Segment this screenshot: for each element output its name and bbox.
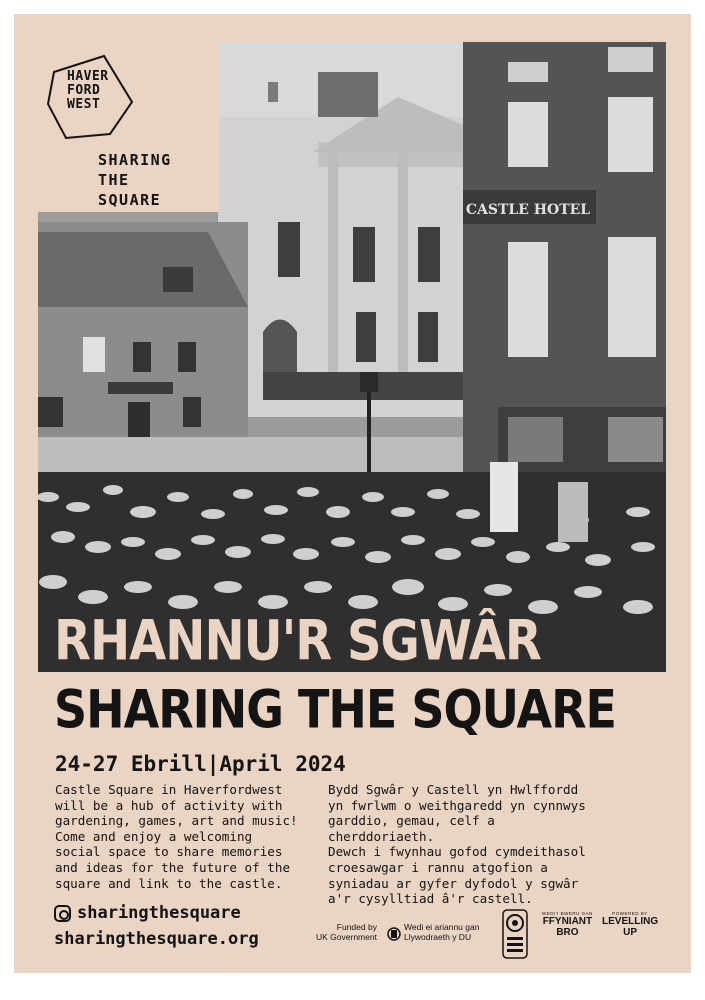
haverfordwest-logo-text: HAVER FORD WEST bbox=[67, 69, 109, 112]
welsh-title: RHANNU'R SGWÂR bbox=[54, 608, 541, 674]
event-dates: 24-27 Ebrill|April 2024 bbox=[55, 752, 346, 776]
instagram-link[interactable] bbox=[54, 900, 259, 926]
instagram-icon bbox=[54, 905, 71, 922]
social-links bbox=[54, 900, 259, 952]
english-title: SHARING THE SQUARE bbox=[54, 678, 616, 741]
english-description: Castle Square in Haverfordwest will be a hub of activity with gardening, games, art and music! Come and enjoy a welcoming social space to share memories and ideas for the future of the square and link to the castle. bbox=[55, 782, 298, 891]
levelling-up-logo: POWERED BY LEVELLING UP bbox=[602, 911, 659, 938]
instagram-handle[interactable]: sharingthesquare bbox=[77, 903, 241, 923]
funded-by-uk-government-welsh: Wedi ei ariannu gan Llywodraeth y DU bbox=[404, 922, 480, 942]
county-seal-icon bbox=[502, 909, 528, 959]
sharing-the-square-logo-text: SHARING THE SQUARE bbox=[98, 151, 172, 209]
logo-panel bbox=[38, 42, 219, 212]
website-link[interactable]: sharingthesquare.org bbox=[54, 929, 259, 949]
ffyniant-bro-logo: WEDI'I BWERU GAN FFYNIANT BRO bbox=[542, 911, 593, 938]
welsh-description: Bydd Sgwâr y Castell yn Hwlffordd yn fwrlwm o weithgaredd yn cynnwys garddio, gemau, celf a cherddoriaeth. Dewch i fwynhau gofod cymdeithasol croesawgar i rannu atgofion a syniadau ar gyfer dyfodol y sgwâr a'r cysylltiad â'r castell. bbox=[328, 782, 586, 907]
funded-by-uk-government: Funded by UK Government bbox=[316, 922, 377, 942]
castle-hotel-sign: CASTLE HOTEL bbox=[465, 202, 591, 218]
uk-government-crest-icon bbox=[386, 926, 402, 942]
poster bbox=[14, 14, 691, 973]
